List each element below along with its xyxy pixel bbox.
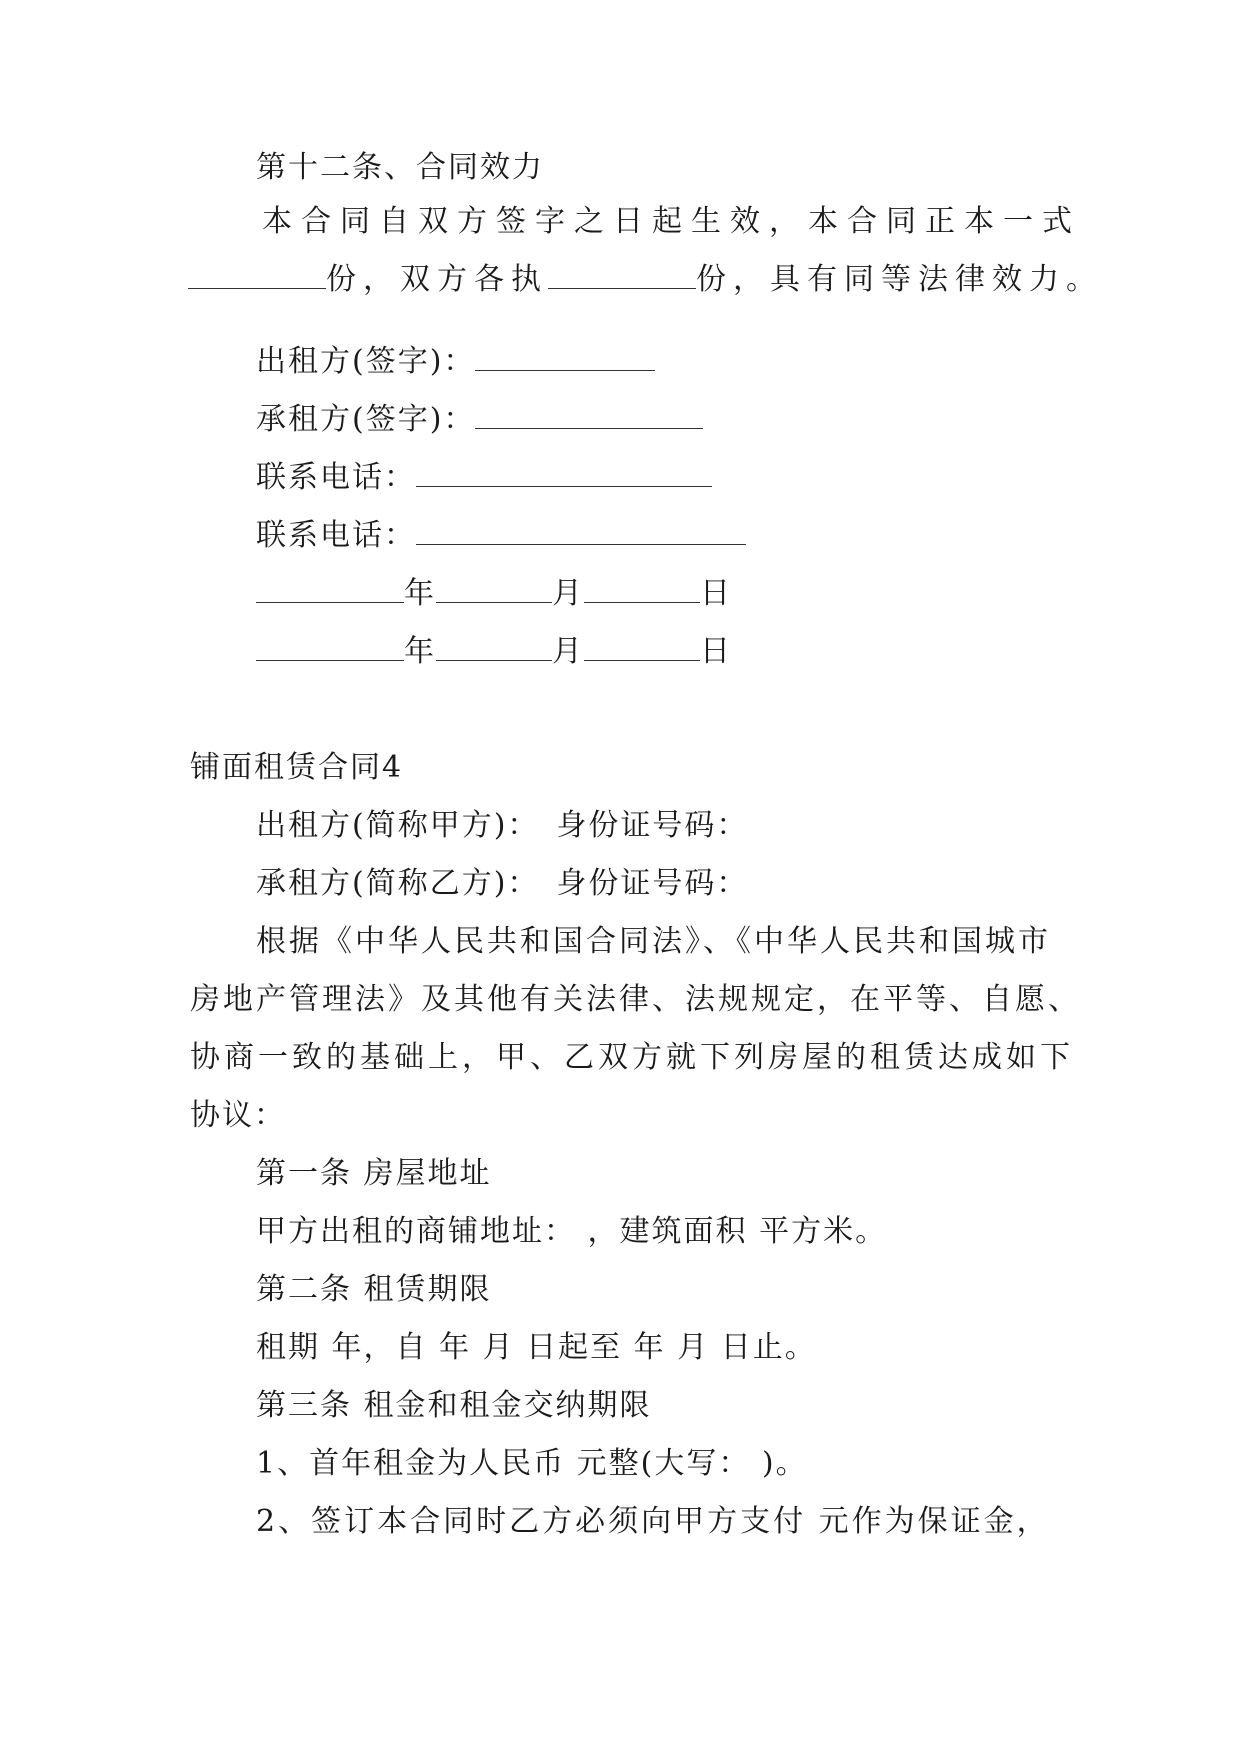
month-blank-1[interactable]	[436, 576, 552, 603]
month-label-2: 月	[552, 634, 584, 669]
article-3-item-1: 1、首年租金为人民币 元整(大写： )。	[256, 1446, 808, 1481]
basis-line-3: 协商一致的基础上，甲、乙双方就下列房屋的租赁达成如下	[190, 1040, 1074, 1075]
phone-row-1	[256, 458, 712, 498]
article-12-paragraph-line2	[188, 260, 1103, 300]
article-1-heading: 第一条 房屋地址	[256, 1156, 492, 1191]
day-label-1: 日	[700, 576, 732, 611]
date-row-2	[256, 632, 732, 672]
year-label-2: 年	[404, 634, 436, 669]
article-2-text: 租期 年，自 年 月 日起至 年 月 日止。	[256, 1330, 817, 1365]
article-12-paragraph-line1: 本合同自双方签字之日起生效，本合同正本一式	[262, 204, 1081, 239]
day-label-2: 日	[700, 634, 732, 669]
basis-line-1: 根据《中华人民共和国合同法》、《中华人民共和国城市	[256, 924, 1051, 959]
phone-row-2	[256, 516, 746, 556]
article-1-text: 甲方出租的商铺地址： ，建筑面积 平方米。	[256, 1214, 888, 1249]
lessor-signature-label: 出租方(签字)：	[256, 344, 476, 379]
article-2-heading: 第二条 租赁期限	[256, 1272, 492, 1307]
phone-blank-2[interactable]	[416, 518, 746, 545]
lessee-signature-row	[256, 400, 703, 440]
copies-text-a: 份，双方各执	[326, 262, 548, 297]
copies-total-blank[interactable]	[188, 262, 326, 289]
lessee-party-line: 承租方(简称乙方)： 身份证号码：	[256, 866, 749, 901]
lessee-signature-blank[interactable]	[475, 402, 703, 429]
day-blank-1[interactable]	[584, 576, 700, 603]
phone-blank-1[interactable]	[416, 460, 712, 487]
lessor-party-line: 出租方(简称甲方)： 身份证号码：	[256, 808, 749, 843]
day-blank-2[interactable]	[584, 634, 700, 661]
date-row-1	[256, 574, 732, 614]
basis-line-4: 协议：	[190, 1098, 286, 1133]
lessor-signature-row	[256, 342, 655, 382]
year-label-1: 年	[404, 576, 436, 611]
article-3-item-2: 2、签订本合同时乙方必须向甲方支付 元作为保证金，	[256, 1504, 1050, 1539]
phone-label-2: 联系电话：	[256, 518, 416, 553]
article-12-heading: 第十二条、合同效力	[256, 150, 544, 185]
month-blank-2[interactable]	[436, 634, 552, 661]
basis-line-2: 房地产管理法》及其他有关法律、法规规定，在平等、自愿、	[190, 982, 1081, 1017]
contract-title: 铺面租赁合同4	[190, 750, 404, 785]
year-blank-2[interactable]	[256, 634, 404, 661]
lessee-signature-label: 承租方(签字)：	[256, 402, 476, 437]
copies-each-blank[interactable]	[548, 262, 696, 289]
year-blank-1[interactable]	[256, 576, 404, 603]
article-3-heading: 第三条 租金和租金交纳期限	[256, 1388, 652, 1423]
phone-label-1: 联系电话：	[256, 460, 416, 495]
lessor-signature-blank[interactable]	[475, 344, 655, 371]
month-label-1: 月	[552, 576, 584, 611]
copies-text-b: 份，具有同等法律效力。	[696, 262, 1103, 297]
